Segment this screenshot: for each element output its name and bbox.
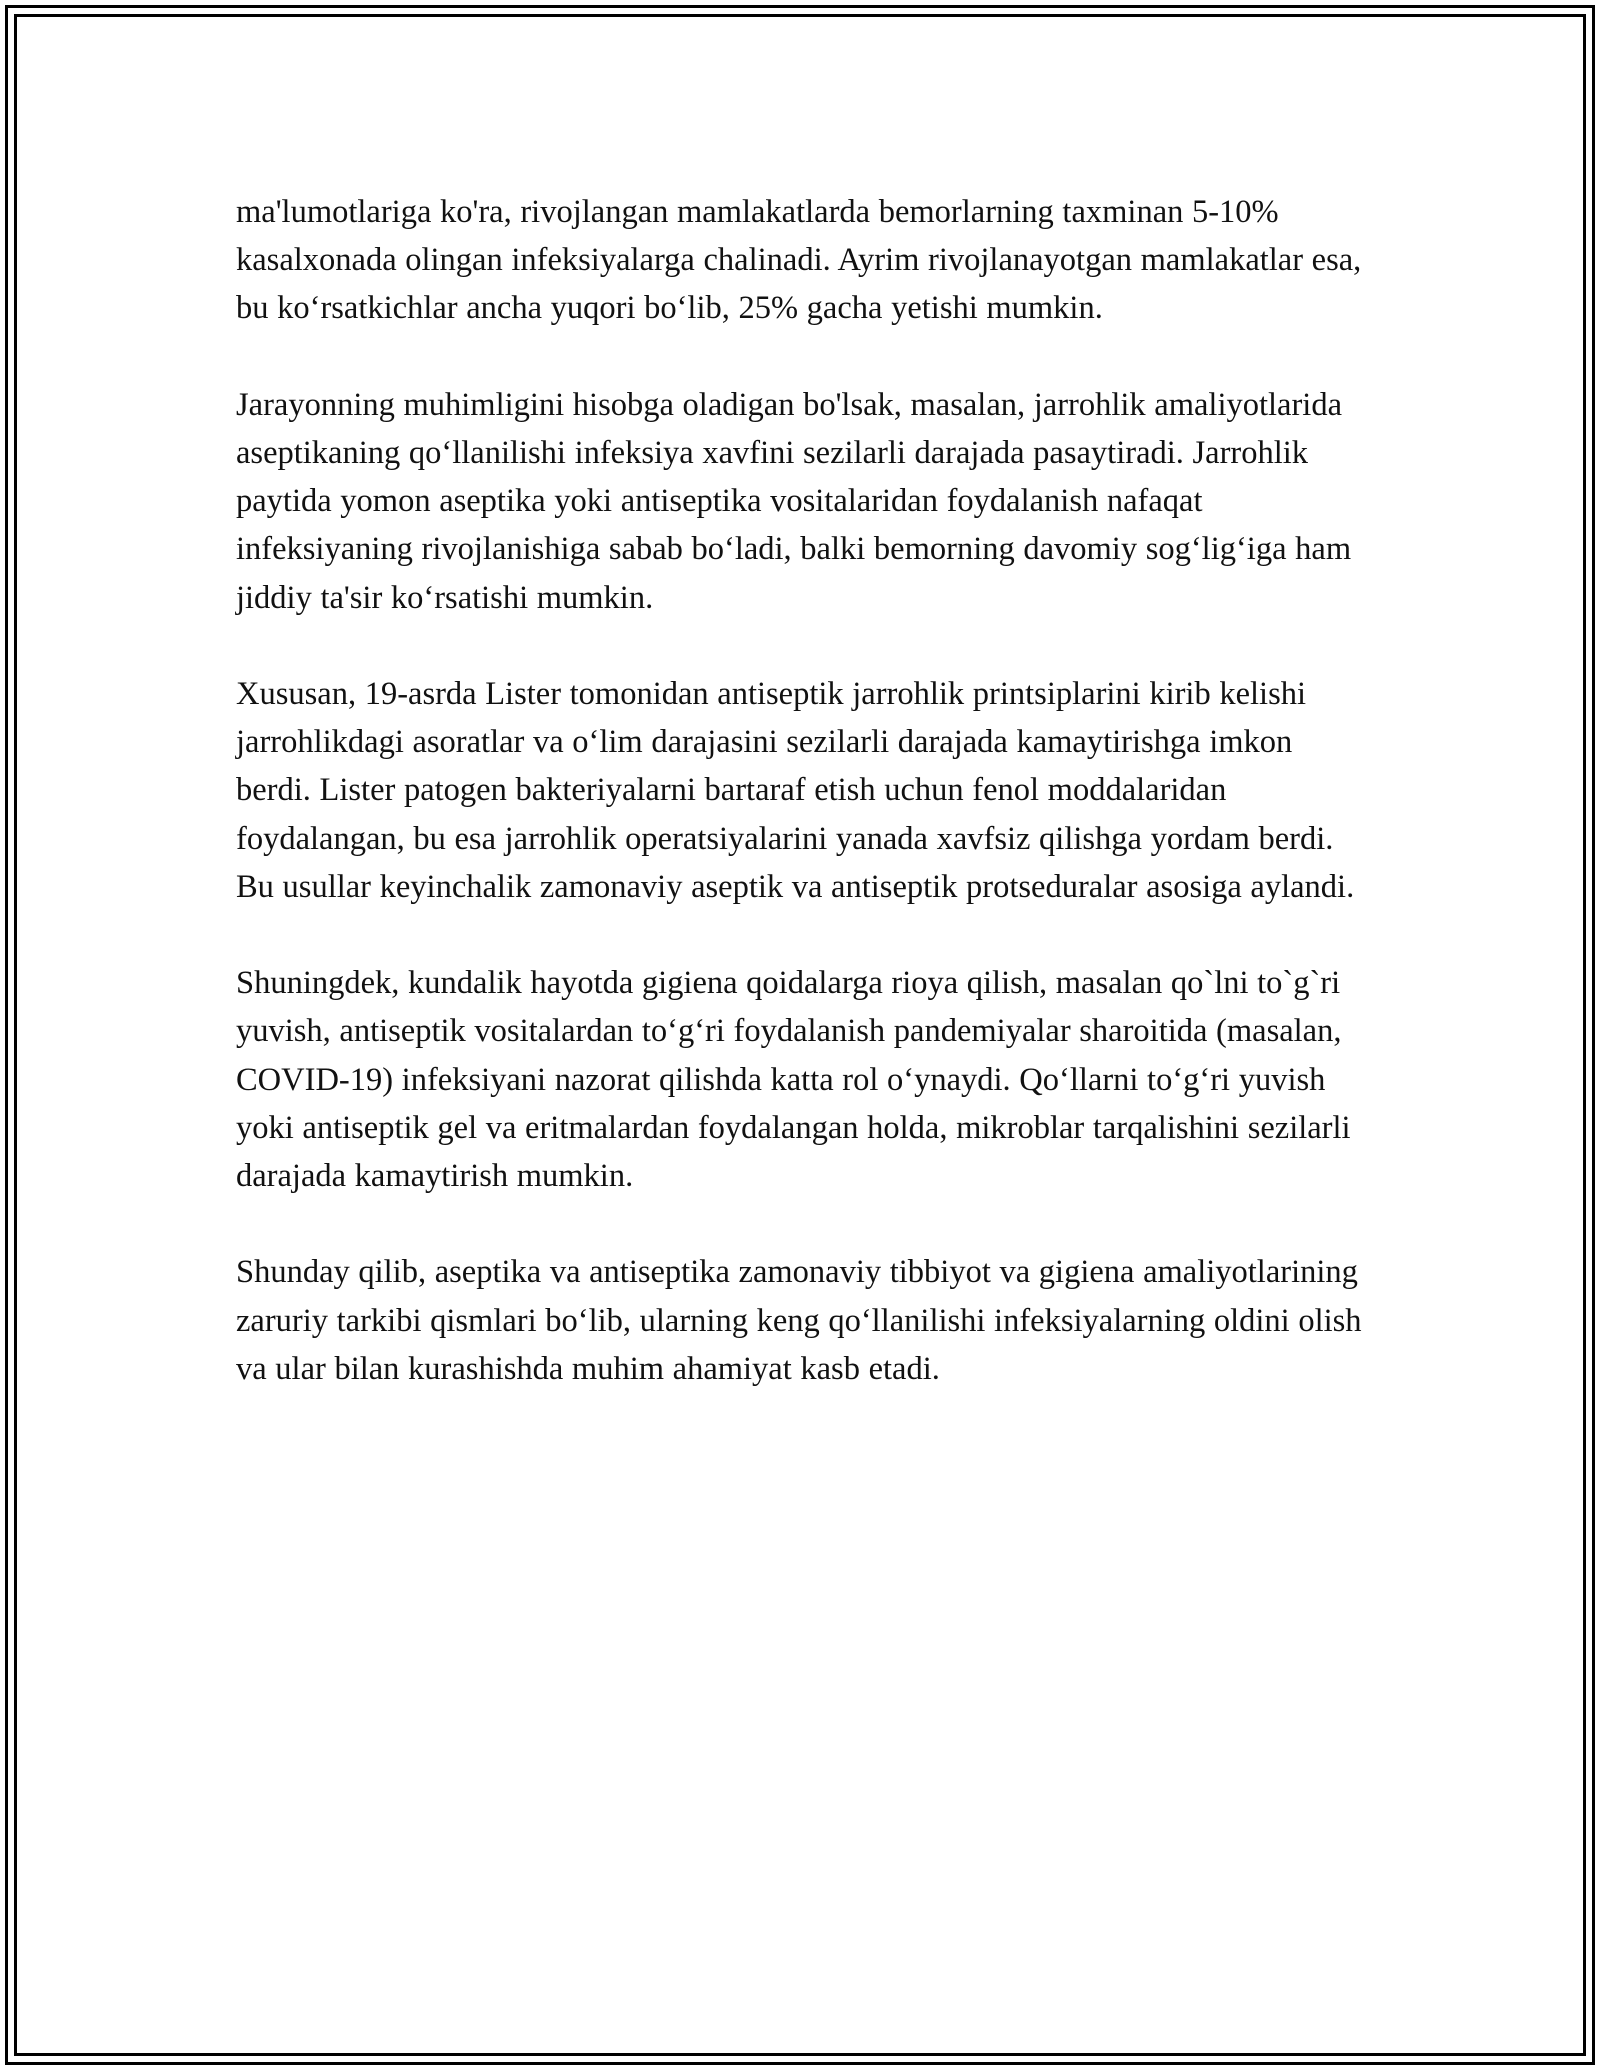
document-body [236,188,1364,1393]
paragraph-3: Xususan, 19-asrda Lister tomonidan antiseptik jarrohlik printsiplarini kirib kelishi jarrohlikdagi asoratlar va o‘lim darajasini sezilarli darajada kamaytirishga imkon berdi. Lister patogen bakteriyalarni bartaraf etish uchun fenol moddalaridan foydalangan, bu esa jarrohlik operatsiyalarini yanada xavfsiz qilishga yordam berdi. Bu usullar keyinchalik zamonaviy aseptik va antiseptik protseduralar asosiga aylandi. [236,676,1355,905]
paragraph-4: Shuningdek, kundalik hayotda gigiena qoidalarga rioya qilish, masalan qo`lni to`g`ri yuvish, antiseptik vositalardan to‘g‘ri foydalanish pandemiyalar sharoitida (masalan, COVID-19) infeksiyani nazorat qilishda katta rol o‘ynaydi. Qo‘llarni to‘g‘ri yuvish yoki antiseptik gel va eritmalardan foydalangan holda, mikroblar tarqalishini sezilarli darajada kamaytirish mumkin. [236,965,1351,1195]
paragraph-2: Jarayonning muhimligini hisobga oladigan bo'lsak, masalan, jarrohlik amaliyotlarida aseptikaning qo‘llanilishi infeksiya xavfini sezilarli darajada pasaytiradi. Jarrohlik paytida yomon aseptika yoki antiseptika vositalaridan foydalanish nafaqat infeksiyaning rivojlanishiga sabab bo‘ladi, balki bemorning davomiy sog‘lig‘iga ham jiddiy ta'sir ko‘rsatishi mumkin. [236,386,1352,616]
paragraph-5: Shunday qilib, aseptika va antiseptika zamonaviy tibbiyot va gigiena amaliyotlarining zaruriy tarkibi qismlari bo‘lib, ularning keng qo‘llanilishi infeksiyalarning oldini olish va ular bilan kurashishda muhim ahamiyat kasb etadi. [236,1254,1362,1387]
paragraph-1: ma'lumotlariga ko'ra, rivojlangan mamlakatlarda bemorlarning taxminan 5-10% kasalxonada olingan infeksiyalarga chalinadi. Ayrim rivojlanayotgan mamlakatlar esa, bu ko‘rsatkichlar ancha yuqori bo‘lib, 25% gacha yetishi mumkin. [236,194,1362,327]
